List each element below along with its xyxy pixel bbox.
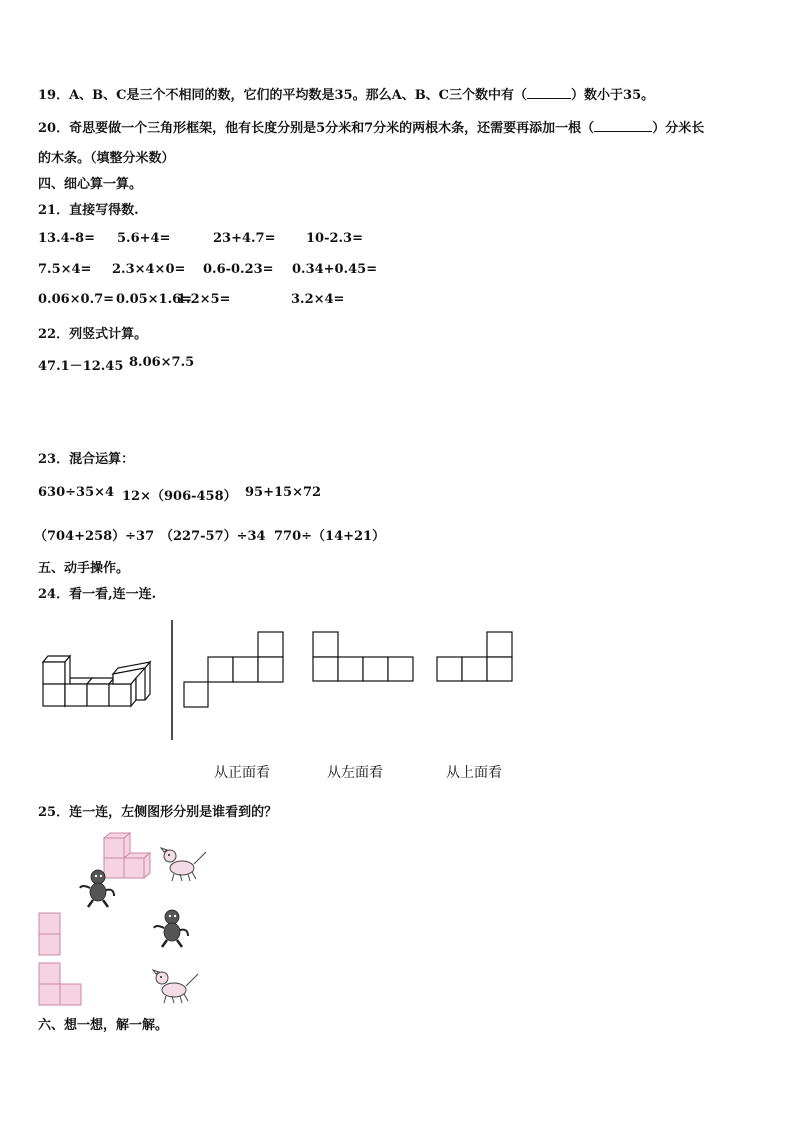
vertical-calc-item: 8.06×7.5 bbox=[129, 355, 195, 370]
question-22-title: 22．列竖式计算。 bbox=[38, 327, 148, 342]
calc-item: 0.06×0.7= bbox=[38, 292, 115, 307]
dog-icon bbox=[150, 966, 200, 1004]
calc-item: 0.6-0.23= bbox=[203, 262, 274, 277]
caption-top-view: 从上面看 bbox=[446, 765, 502, 781]
question-24-title: 24．看一看,连一连. bbox=[38, 587, 157, 602]
question-20-text: 20．奇思要做一个三角形框架，他有长度分别是5分米和7分米的两根木条，还需要再添加一根（ bbox=[38, 121, 595, 136]
question-20 bbox=[38, 117, 704, 136]
calc-item: 23+4.7= bbox=[213, 231, 276, 246]
mixed-calc-item: 12×（906-458） bbox=[122, 489, 237, 504]
calc-item: 1.2×5= bbox=[177, 292, 231, 307]
question-19 bbox=[38, 84, 654, 103]
calc-item: 3.2×4= bbox=[291, 292, 345, 307]
vertical-divider bbox=[170, 620, 174, 740]
mixed-calc-item: 770÷（14+21） bbox=[274, 529, 386, 544]
caption-left-view: 从左面看 bbox=[327, 765, 383, 781]
answer-blank-20[interactable] bbox=[594, 119, 652, 132]
calc-item: 5.6+4= bbox=[117, 231, 171, 246]
question-19-text: 19．A、B、C是三个不相同的数，它们的平均数是35。那么A、B、C三个数中有（ bbox=[38, 88, 528, 103]
view-option-a[interactable] bbox=[183, 631, 285, 709]
mixed-calc-item: 630÷35×4 bbox=[38, 485, 115, 500]
question-25-title: 25．连一连，左侧图形分别是谁看到的？ bbox=[38, 805, 278, 820]
mixed-calc-item: 95+15×72 bbox=[245, 485, 322, 500]
question-19-text-end: ）数小于35。 bbox=[571, 88, 655, 103]
pink-view-option-a[interactable] bbox=[38, 912, 62, 956]
calc-item: 10-2.3= bbox=[306, 231, 363, 246]
section-5-heading: 五、动手操作。 bbox=[38, 561, 130, 576]
calc-item: 0.05×1.6= bbox=[116, 292, 193, 307]
view-option-b[interactable] bbox=[312, 631, 414, 683]
mixed-calc-item: （227-57）÷34 bbox=[160, 529, 266, 544]
calc-item: 7.5×4= bbox=[38, 262, 92, 277]
monkey-icon bbox=[152, 908, 192, 948]
caption-front-view: 从正面看 bbox=[214, 765, 270, 781]
question-20-text-end: ）分米长 bbox=[652, 121, 705, 136]
calc-item: 13.4-8= bbox=[38, 231, 95, 246]
question-20-line2: 的木条。（填整分米数） bbox=[38, 151, 175, 166]
calc-item: 2.3×4×0= bbox=[112, 262, 186, 277]
answer-blank-19[interactable] bbox=[527, 86, 571, 99]
mixed-calc-item: （704+258）÷37 bbox=[34, 529, 155, 544]
view-option-c[interactable] bbox=[436, 631, 514, 683]
pink-view-option-b[interactable] bbox=[38, 962, 84, 1006]
section-4-heading: 四、细心算一算。 bbox=[38, 177, 143, 192]
dog-icon bbox=[158, 844, 208, 882]
calc-item: 0.34+0.45= bbox=[292, 262, 378, 277]
question-23-title: 23．混合运算： bbox=[38, 452, 135, 467]
monkey-icon bbox=[78, 868, 118, 908]
cube-structure-3d bbox=[40, 654, 155, 710]
question-21-title: 21．直接写得数. bbox=[38, 203, 139, 218]
section-6-heading: 六、想一想，解一解。 bbox=[38, 1018, 169, 1033]
vertical-calc-item: 47.1－12.45 bbox=[38, 359, 124, 374]
